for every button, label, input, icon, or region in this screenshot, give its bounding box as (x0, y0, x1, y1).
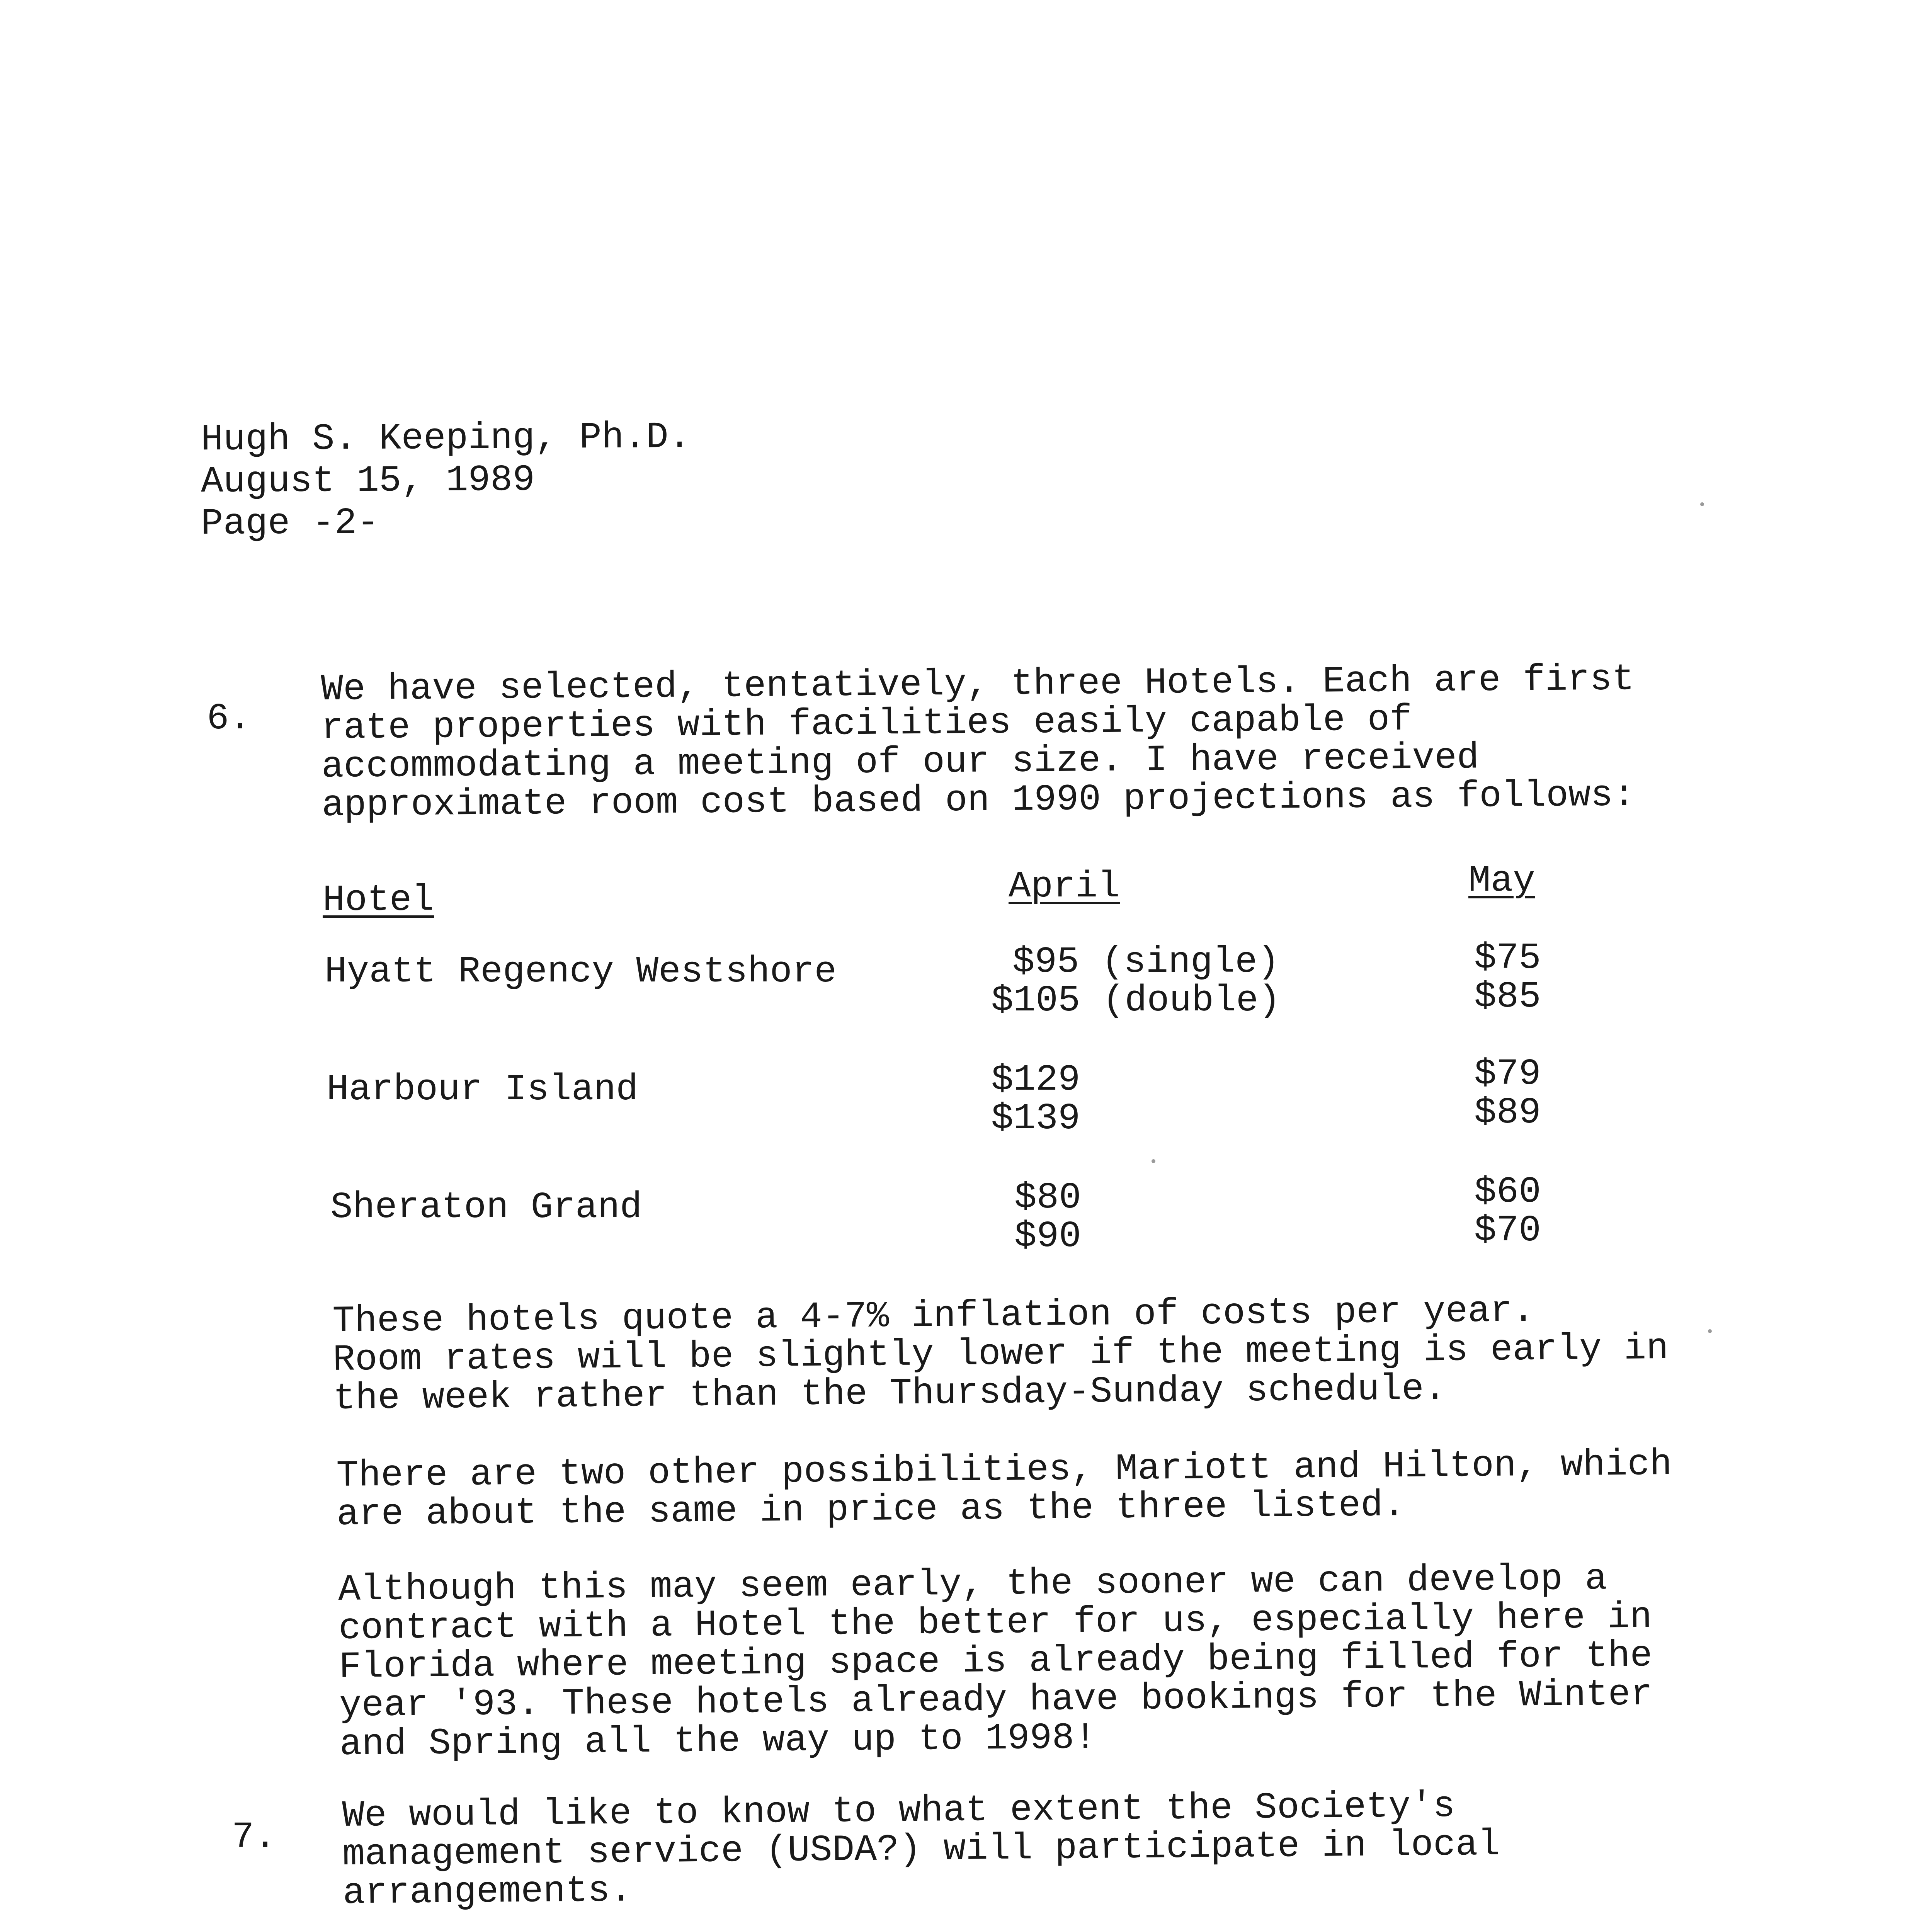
paragraph-line: There are two other possibilities, Mariott and Hilton, which (336, 1443, 1672, 1497)
other-possibilities-paragraph (336, 1445, 1672, 1534)
item-7-line: arrangements. (342, 1869, 633, 1914)
paragraph-line: year '93. These hotels already have bookings for the Winter (339, 1673, 1653, 1727)
item-6-line: We have selected, tentatively, three Hotels. Each are first (320, 658, 1635, 711)
letter-date: August 15, 1989 (201, 459, 535, 503)
hotel-name: Harbour Island (327, 1068, 638, 1111)
column-header-may: May (1468, 860, 1535, 902)
paragraph-line: Although this may seem early, the sooner we can develop a (338, 1558, 1607, 1611)
paragraph-line: Room rates will be slightly lower if the meeting is early in (332, 1327, 1669, 1381)
item-7-line: We would like to know to what extent the Society's (342, 1785, 1456, 1837)
april-rate-double: $105 (double) (991, 980, 1281, 1022)
april-rate-single: $95 (single) (1012, 941, 1280, 983)
item-7-text (342, 1787, 1500, 1913)
may-rate-double: $89 (1474, 1092, 1541, 1134)
paragraph-line: are about the same in price as the three listed. (336, 1484, 1405, 1536)
may-rate-double: $70 (1474, 1209, 1541, 1252)
column-header-hotel: Hotel (323, 879, 434, 921)
paragraph-line: and Spring all the way up to 1998! (339, 1716, 1097, 1765)
item-6-text (321, 660, 1635, 825)
april-rate-double: $139 (991, 1097, 1080, 1139)
item-6-number: 6. (207, 697, 252, 740)
may-rate-double: $85 (1474, 976, 1541, 1018)
scan-speck (1708, 1329, 1712, 1333)
hotel-name: Sheraton Grand (330, 1186, 642, 1228)
scan-speck (1700, 502, 1704, 506)
april-rate-double: $90 (1014, 1215, 1081, 1257)
recipient-name: Hugh S. Keeping, Ph.D. (201, 416, 691, 461)
item-6-line: accommodating a meeting of our size. I have received (321, 736, 1479, 788)
paragraph-line: contract with a Hotel the better for us, especially here in (338, 1596, 1652, 1650)
paragraph-line: Florida where meeting space is already being filled for the (338, 1634, 1653, 1688)
paragraph-line: the week rather than the Thursday-Sunday schedule. (333, 1367, 1447, 1420)
may-rate-single: $79 (1474, 1053, 1541, 1095)
column-header-april: April (1009, 866, 1120, 908)
april-rate-single: $80 (1014, 1177, 1081, 1219)
hotel-name: Hyatt Regency Westshore (325, 951, 837, 993)
early-contract-paragraph (338, 1559, 1653, 1764)
item-6-line: approximate room cost based on 1990 projections as follows: (321, 774, 1636, 827)
page-number: Page -2- (201, 502, 379, 545)
item-6-line: rate properties with facilities easily capable of (321, 698, 1412, 749)
item-7-number: 7. (232, 1816, 277, 1858)
may-rate-single: $75 (1474, 937, 1541, 979)
may-rate-single: $60 (1474, 1171, 1541, 1213)
scan-speck (1152, 1159, 1155, 1163)
paragraph-line: These hotels quote a 4-7% inflation of costs per year. (332, 1289, 1535, 1342)
april-rate-single: $129 (991, 1059, 1080, 1101)
inflation-paragraph (332, 1291, 1669, 1418)
item-7-line: management service (USDA?) will participate in local (342, 1823, 1500, 1876)
